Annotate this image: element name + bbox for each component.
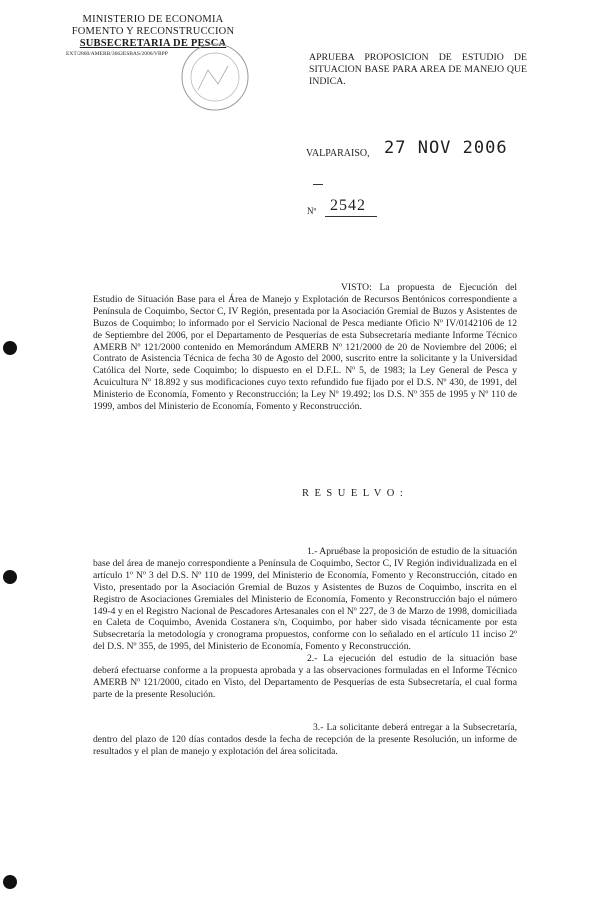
number-underline: [325, 216, 377, 217]
number-label: Nº: [307, 206, 317, 216]
place-label: VALPARAISO,: [306, 148, 370, 159]
date-stamp: 27 NOV 2006: [384, 138, 508, 158]
visto-paragraph: VISTO: La propuesta de Ejecución del Estudio de Situación Base para el Área de Manejo y Explotación de Recursos Bentónicos correspondiente a Península de Coquimbo, Sector C, IV Región, presentada por la Asociación Gremial de Buzos y Asistentes de Buzos de Coquimbo; lo informado por el Servicio Nacional de Pesca mediante Oficio Nº IV/0142106 de 12 de Septiembre del 2006, por el Departamento de Pesquerías de esta Subsecretaría mediante Informe Técnico AMERB Nº 121/2000 contenido en Memorándum AMERB Nº 121/2000 de 20 de Noviembre del 2006; el Contrato de Asistencia Técnica de fecha 30 de Agosto del 2000, suscrito entre la solicitante y la Universidad Católica del Norte, sede Coquimbo; lo dispuesto en el D.F.L. Nº 5, de 1983; la Ley General de Pesca y Acuicultura Nº 18.892 y sus modificaciones cuyo texto refundido fue fijado por el D.S. Nº 430, de 1991, del Ministerio de Economía, Fomento y Reconstrucción; la Ley Nº 19.492; los D.S. Nº 355 de 1995 y Nº 110 de 1999, ambos del Ministerio de Economía, Fomento y Reconstrucción.: [93, 282, 517, 413]
punch-hole-bottom: [3, 875, 17, 889]
resolution-paragraph-3: 3.- La solicitante deberá entregar a la Subsecretaría, dentro del plazo de 120 días contados desde la fecha de recepción de la presente Resolución, un informe de resultados y el plan de manejo y explotación del área solicitada.: [93, 722, 517, 757]
punch-hole-top: [3, 341, 17, 355]
letterhead-ministry-cont: FOMENTO Y RECONSTRUCCION: [71, 26, 235, 37]
letterhead-reference-code: EXT/2860/AMERB/3662ESBAS/2006/VRPP: [66, 51, 168, 57]
separator-dash: [313, 184, 323, 185]
letterhead-undersecretariat: SUBSECRETARIA DE PESCA: [79, 38, 227, 49]
letterhead-ministry: MINISTERIO DE ECONOMIA: [82, 14, 224, 25]
resolution-paragraph-1: 1.- Apruébase la proposición de estudio de la situación base del área de manejo correspondiente a Península de Coquimbo, Sector C, IV Región individualizada en el artículo 1º Nº 3 del D.S. Nº 110 de 1999, del Ministerio de Economía, Fomento y Reconstrucción, citado en Visto, presentado por la Asociación Gremial de Buzos y Asistentes de Buzos de Coquimbo, inscrita en el Registro de Asociaciones Gremiales del Ministerio de Economía, Fomento y Reconstrucción bajo el número 149-4 y en el Registro Nacional de Pescadores Artesanales con el Nº 227, de 3 de Marzo de 1998, domiciliada en Caleta de Coquimbo, Avenida Costanera s/n, Coquimbo, por haber sido visada técnicamente por esta Subsecretaría la metodología y cronograma propuestos, conforme con lo señalado en el artículo 11 inciso 2º del D.S. Nº 355, de 1995, del Ministerio de Economía, Fomento y Reconstrucción.: [93, 546, 517, 653]
resolution-number: 2542: [330, 197, 366, 214]
resuelvo-heading: RESUELVO:: [302, 488, 409, 499]
resolution-paragraph-2: 2.- La ejecución del estudio de la situación base deberá efectuarse conforme a la propuesta aprobada y a las observaciones formuladas en el Informe Técnico AMERB Nº 121/2000, citado en Visto, del Departamento de Pesquerías de esta Subsecretaría, el cual forma parte de la presente Resolución.: [93, 653, 517, 700]
official-seal-stamp: [178, 40, 252, 114]
punch-hole-middle: [3, 570, 17, 584]
document-subject: APRUEBA PROPOSICION DE ESTUDIO DE SITUACION BASE PARA AREA DE MANEJO QUE INDICA.: [309, 52, 527, 87]
